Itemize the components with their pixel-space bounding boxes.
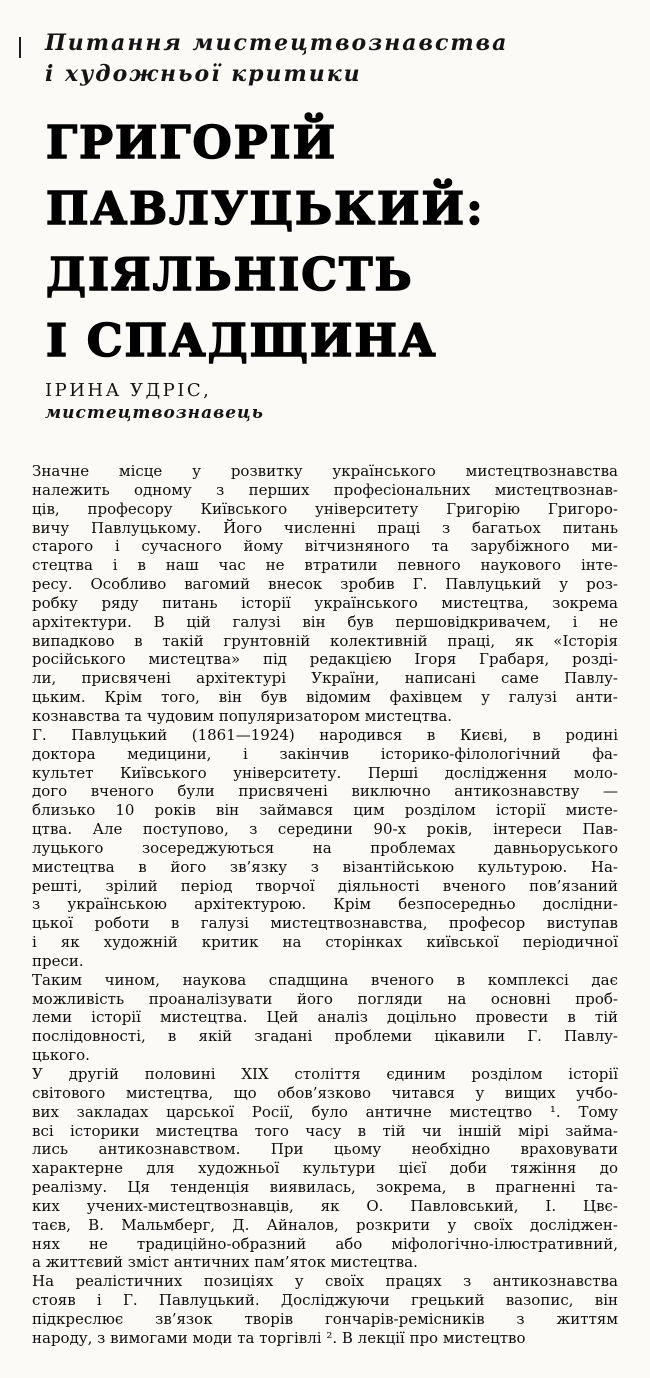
text-line: ли, присвячені архітектурі України, написані саме Павлу- (32, 669, 618, 688)
text-line: мистецтва в його зв’язку з візантійською культурою. На- (32, 857, 618, 876)
text-line: Таким чином, наукова спадщина вченого в комплексі дає (32, 970, 618, 989)
paragraph (32, 1272, 618, 1347)
text-line: старого і сучасного йому вітчизняного та зарубіжного ми- (32, 537, 618, 556)
text-line: цького. (32, 1046, 90, 1065)
article-title-line3: ДІЯЛЬНІСТЬ (46, 248, 414, 301)
text-line: ців, професору Київського університету Григорію Григоро- (32, 499, 618, 518)
text-line: Г. Павлуцький (1861—1924) народився в Києві, в родині (32, 725, 618, 744)
text-line: цтва. Але поступово, з середини 90-х років, інтереси Пав- (32, 820, 618, 839)
text-line: світового мистецтва, що обов’язково читався у вищих учбо- (32, 1083, 618, 1102)
text-line: доктора медицини, і закінчив історико-філологічний фа- (32, 744, 618, 763)
text-line: а життєвий зміст античних пам’яток мистецтва. (32, 1253, 418, 1272)
text-line: луцького зосереджуються на проблемах давньоруського (32, 838, 618, 857)
text-line: народу, з вимогами моди та торгівлі ². В лекції про мистецтво (32, 1328, 526, 1347)
text-line: належить одному з перших професіональних мистецтвознав- (32, 480, 618, 499)
text-line: стояв і Г. Павлуцький. Досліджуючи грецький вазопис, він (32, 1291, 618, 1310)
article-title-line4: І СПАДЩИНА (46, 314, 438, 367)
text-line: з українською архітектурою. Крім безпосередньо дослідни- (32, 895, 618, 914)
text-line: таєв, В. Мальмберг, Д. Айналов, розкрити у своїх досліджен- (32, 1215, 618, 1234)
article-title-line1: ГРИГОРІЙ (46, 116, 338, 169)
text-line: випадково в такій грунтовній колективній праці, як «Історія (32, 631, 618, 650)
text-line: ресу. Особливо вагомий внесок зробив Г. Павлуцький у роз- (32, 575, 618, 594)
paragraph (32, 726, 618, 971)
journal-section-heading (45, 28, 508, 90)
text-line: реалізму. Ця тенденція виявилась, зокрема, в прагненні та- (32, 1178, 618, 1197)
text-line: На реалістичних позиціях у своїх працях з антикознавства (32, 1272, 618, 1291)
author-role: мистецтвознавець (45, 403, 264, 423)
paragraph (32, 462, 618, 726)
text-line: Значне місце у розвитку українського мистецтвознавства (32, 462, 618, 480)
text-line: решті, зрілий період творчої діяльності вченого пов’язаний (32, 876, 618, 895)
text-line: можливість проаналізувати його погляди на основні проб- (32, 989, 618, 1008)
author-block (45, 380, 264, 424)
text-line: вичу Павлуцькому. Його численні праці з багатьох питань (32, 518, 618, 537)
text-line: характерне для художньої культури цієї доби тяжіння до (32, 1159, 618, 1178)
article-body (32, 462, 618, 1348)
text-line: цьким. Крім того, він був відомим фахівцем у галузі анти- (32, 688, 618, 707)
text-line: дого вченого були присвячені виключно антикознавству — (32, 782, 618, 801)
text-line: преси. (32, 951, 84, 970)
article-title (46, 110, 485, 374)
text-line: кознавства та чудовим популяризатором мистецтва. (32, 706, 453, 725)
journal-section-line2: і художньої критики (45, 61, 362, 87)
text-line: послідовності, в якій згадані проблеми цікавили Г. Павлу- (32, 1027, 618, 1046)
text-line: стецтва і в наш час не втратили певного наукового інте- (32, 556, 618, 575)
text-line: вих закладах царської Росії, було античне мистецтво ¹. Тому (32, 1102, 618, 1121)
text-line: культет Київського університету. Перші дослідження моло- (32, 763, 618, 782)
text-line: робку ряду питань історії українського мистецтва, зокрема (32, 593, 618, 612)
text-line: архітектури. В цій галузі він був першовідкривачем, і не (32, 612, 618, 631)
scan-artifact-line (19, 37, 21, 58)
text-line: леми історії мистецтва. Цей аналіз доцільно провести в тій (32, 1008, 618, 1027)
journal-section-line1: Питання мистецтвознавства (45, 30, 509, 56)
text-line: російського мистецтва» під редакцією Ігоря Грабаря, розді- (32, 650, 618, 669)
text-line: всі історики мистецтва того часу в тій чи іншій мірі займа- (32, 1121, 618, 1140)
article-title-line2: ПАВЛУЦЬКИЙ: (46, 182, 485, 235)
text-line: цької роботи в галузі мистецтвознавства, професор виступав (32, 914, 618, 933)
text-line: і як художній критик на сторінках київської періодичної (32, 933, 618, 952)
author-name: ІРИНА УДРІС, (45, 380, 212, 401)
text-line: У другій половині XIX століття єдиним розділом історії (32, 1065, 618, 1083)
text-line: ких учених-мистецтвознавців, як О. Павловський, І. Цвє- (32, 1196, 618, 1215)
paragraph (32, 1065, 618, 1272)
text-line: близько 10 років він займався цим розділом історії мисте- (32, 801, 618, 820)
text-line: нях не традиційно-образний або міфологічно-ілюстративний, (32, 1234, 618, 1253)
text-line: підкреслює зв’язок творів гончарів-ремісників з життям (32, 1309, 618, 1328)
paragraph (32, 971, 618, 1065)
text-line: лись антикознавством. При цьому необхідно враховувати (32, 1140, 618, 1159)
